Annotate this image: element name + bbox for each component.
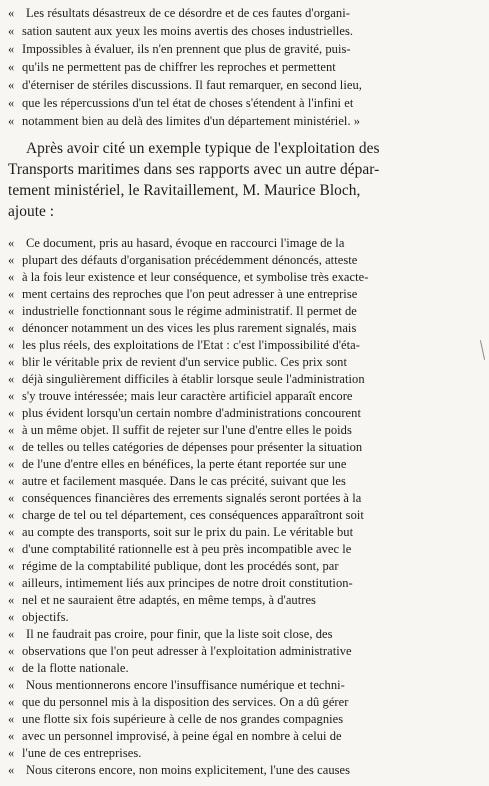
line-text: les plus réels, des exploitations de l'Etat : c'est l'impossibilité d'éta- [22, 338, 360, 352]
text-line [0, 287, 489, 305]
text-line [0, 96, 489, 114]
guillemet: « [8, 559, 15, 573]
line-text: avec un personnel improvisé, à peine égal en nombre à celui de [22, 729, 342, 743]
text-line [0, 576, 489, 594]
text-line [0, 236, 489, 254]
text-line [0, 114, 489, 132]
line-text: objectifs. [22, 610, 69, 624]
text-line [0, 440, 489, 458]
text-line [0, 593, 489, 611]
text-line [0, 746, 489, 764]
guillemet: « [8, 96, 15, 110]
text-line [0, 304, 489, 322]
guillemet: « [8, 321, 15, 335]
guillemet: « [8, 695, 15, 709]
line-text: Impossibles à évaluer, ils n'en prennent que plus de gravité, puis- [22, 42, 351, 56]
text-line [0, 6, 489, 24]
text-line [0, 729, 489, 747]
guillemet: « [8, 338, 15, 352]
text-line [0, 182, 489, 204]
guillemet: « [8, 236, 15, 250]
text-line [0, 355, 489, 373]
line-text: Nous mentionnerons encore l'insuffisance numérique et techni- [26, 678, 345, 692]
guillemet: « [8, 525, 15, 539]
guillemet: « [8, 712, 15, 726]
text-line [0, 423, 489, 441]
line-text: plus évident lorsqu'un certain nombre d'administrations concourent [22, 406, 361, 420]
text-line [0, 678, 489, 696]
line-text: à la fois leur existence et leur conséquence, et symbolise très exacte- [22, 270, 369, 284]
text-line [0, 24, 489, 42]
guillemet: « [8, 42, 15, 56]
guillemet: « [8, 593, 15, 607]
text-line [0, 270, 489, 288]
text-line [0, 253, 489, 271]
text-line [0, 78, 489, 96]
guillemet: « [8, 423, 15, 437]
text-line [0, 474, 489, 492]
guillemet: « [8, 729, 15, 743]
guillemet: « [8, 287, 15, 301]
guillemet: « [8, 355, 15, 369]
line-text: au compte des transports, soit sur le prix du pain. Le véritable but [22, 525, 354, 539]
line-text: Après avoir cité un exemple typique de l'exploitation des [26, 140, 380, 157]
line-text: qu'ils ne permettent pas de chiffrer les reproches et permettent [22, 60, 336, 74]
guillemet: « [8, 253, 15, 267]
text-line [0, 661, 489, 679]
line-text: de la flotte nationale. [22, 661, 129, 675]
line-text: nel et ne sauraient être adaptés, en même temps, à d'autres [22, 593, 316, 607]
text-line [0, 457, 489, 475]
text-line [0, 42, 489, 60]
guillemet: « [8, 610, 15, 624]
guillemet: « [8, 406, 15, 420]
text-line [0, 203, 489, 225]
guillemet: « [8, 542, 15, 556]
text-line [0, 372, 489, 390]
line-text: Les résultats désastreux de ce désordre et de ces fautes d'organi- [26, 6, 350, 20]
line-text: Nous citerons encore, non moins explicitement, l'une des causes [26, 763, 351, 777]
text-line [0, 627, 489, 645]
line-text: que du personnel mis à la disposition des services. On a dû gérer [22, 695, 349, 709]
guillemet: « [8, 474, 15, 488]
text-line [0, 406, 489, 424]
line-text: de l'une d'entre elles en bénéfices, la perte étant reportée sur une [22, 457, 347, 471]
guillemet: « [8, 457, 15, 471]
text-line [0, 610, 489, 628]
guillemet: « [8, 763, 15, 777]
line-text: blir le véritable prix de revient d'un service public. Ces prix sont [22, 355, 348, 369]
text-line [0, 60, 489, 78]
line-text: conséquences financières des errements signalés seront portées à la [22, 491, 362, 505]
line-text: de telles ou telles catégories de dépenses pour présenter la situation [22, 440, 363, 454]
line-text: Il ne faudrait pas croire, pour finir, que la liste soit close, des [26, 627, 333, 641]
line-text: Ce document, pris au hasard, évoque en raccourci l'image de la [26, 236, 345, 250]
line-text: ailleurs, intimement liés aux principes de notre droit constitution- [22, 576, 353, 590]
text-line [0, 695, 489, 713]
text-line [0, 559, 489, 577]
line-text: tement ministériel, le Ravitaillement, M. Maurice Bloch, [8, 182, 361, 199]
line-text: plupart des défauts d'organisation précédemment dénoncés, atteste [22, 253, 358, 267]
text-line [0, 542, 489, 560]
guillemet: « [8, 661, 15, 675]
guillemet: « [8, 389, 15, 403]
line-text: une flotte six fois supérieure à celle de nos grandes compagnies [22, 712, 344, 726]
guillemet: « [8, 304, 15, 318]
line-text: autre et facilement masquée. Dans le cas précité, suivant que les [22, 474, 346, 488]
line-text: dénoncer notamment un des vices les plus rarement signalés, mais [22, 321, 357, 335]
text-line [0, 525, 489, 543]
guillemet: « [8, 24, 15, 38]
text-line [0, 491, 489, 509]
text-line [0, 763, 489, 781]
line-text: observations que l'on peut adresser à l'exploitation administrative [22, 644, 352, 658]
guillemet: « [8, 644, 15, 658]
guillemet: « [8, 491, 15, 505]
line-text: déjà singulièrement difficiles à établir lorsque seule l'administration [22, 372, 365, 386]
guillemet: « [8, 678, 15, 692]
line-text: ajoute : [8, 203, 55, 220]
guillemet: « [8, 576, 15, 590]
text-line [0, 321, 489, 339]
guillemet: « [8, 78, 15, 92]
text-line [0, 140, 489, 162]
guillemet: « [8, 60, 15, 74]
line-text: que les répercussions d'un tel état de choses s'étendent à l'infini et [22, 96, 354, 110]
line-text: Transports maritimes dans ses rapports avec un autre dépar- [8, 161, 380, 178]
guillemet: « [8, 746, 15, 760]
guillemet: « [8, 508, 15, 522]
line-text: charge de tel ou tel département, ces conséquences apparaîtront soit [22, 508, 364, 522]
line-text: d'une comptabilité rationnelle est à peu près incompatible avec le [22, 542, 352, 556]
line-text: industrielle fonctionnant sous le régime administratif. Il permet de [22, 304, 357, 318]
line-text: régime de la comptabilité publique, dont les procédés sont, par [22, 559, 339, 573]
text-line [0, 161, 489, 183]
text-line [0, 644, 489, 662]
guillemet: « [8, 114, 15, 128]
line-text: à un même objet. Il suffit de rejeter sur l'une d'entre elles le poids [22, 423, 352, 437]
line-text: notamment bien au delà des limites d'un département ministériel. » [22, 114, 361, 128]
line-text: l'une de ces entreprises. [22, 746, 142, 760]
guillemet: « [8, 372, 15, 386]
guillemet: « [8, 6, 15, 20]
guillemet: « [8, 627, 15, 641]
text-line [0, 508, 489, 526]
line-text: ment certains des reproches que l'on peut adresser à une entreprise [22, 287, 358, 301]
line-text: sation sautent aux yeux les moins avertis des choses industrielles. [22, 24, 354, 38]
line-text: d'éterniser de stériles discussions. Il faut remarquer, en second lieu, [22, 78, 362, 92]
guillemet: « [8, 270, 15, 284]
text-line [0, 389, 489, 407]
guillemet: « [8, 440, 15, 454]
text-line [0, 712, 489, 730]
text-line [0, 338, 489, 356]
line-text: s'y trouve intéressée; mais leur caractère artificiel apparaît encore [22, 389, 353, 403]
